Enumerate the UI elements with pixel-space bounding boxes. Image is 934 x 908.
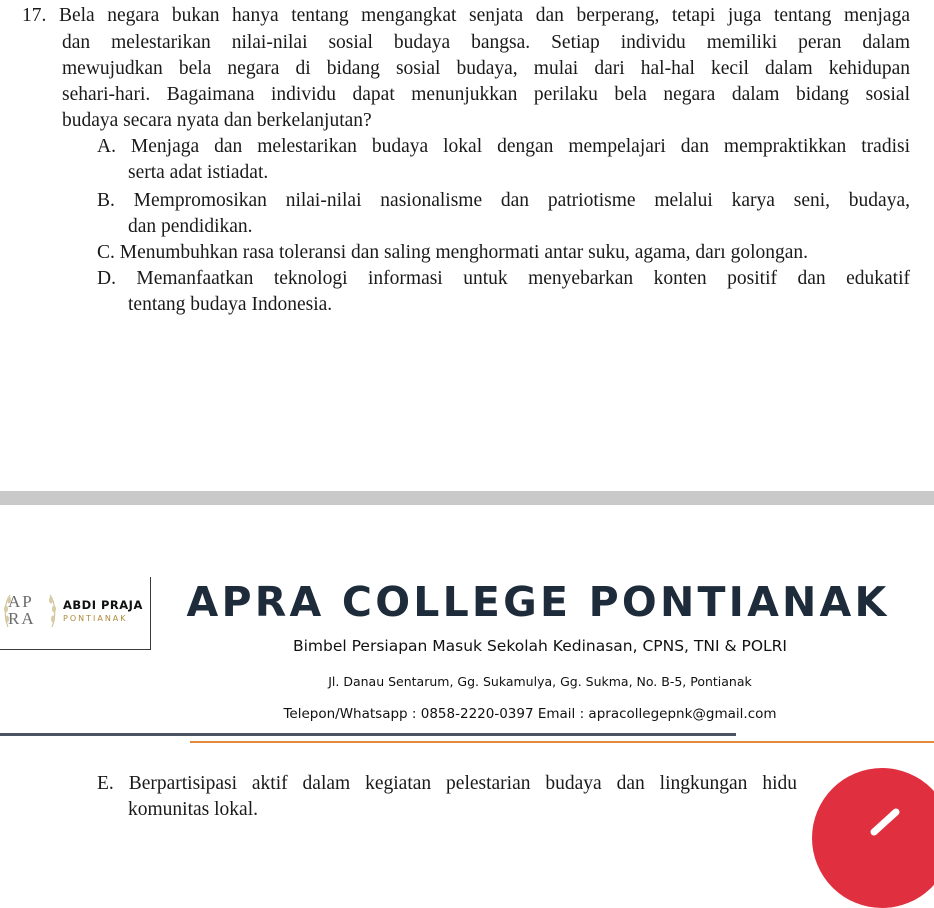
option-d-line-2: tentang budaya Indonesia.: [128, 294, 333, 315]
logo-subtitle: PONTIANAK: [63, 614, 128, 623]
question-line-2: dan melestarikan nilai-nilai sosial budaya bangsa. Setiap individu memiliki peran dalam: [62, 32, 910, 53]
logo-ap: AP: [8, 592, 34, 611]
edit-button[interactable]: [812, 768, 934, 908]
question-line-5: budaya secara nyata dan berkelanjutan?: [62, 110, 372, 131]
college-contact: Telepon/Whatsapp : 0858-2220-0397 Email : apracollegepnk@gmail.com: [283, 706, 777, 722]
option-b-line-2: dan pendidikan.: [128, 216, 253, 237]
option-a-line-1: A. Menjaga dan melestarikan budaya lokal dengan mempelajari dan mempraktikkan tradisi: [97, 136, 910, 157]
option-e-line-1: E. Berpartisipasi aktif dalam kegiatan pelestarian budaya dan lingkungan hidu: [97, 773, 797, 794]
question-line-3: mewujudkan bela negara di bidang sosial budaya, mulai dari hal-hal kecil dalam kehidupan: [62, 58, 910, 79]
option-b-line-1: B. Mempromosikan nilai-nilai nasionalisme dan patriotisme melalui karya seni, budaya,: [97, 190, 910, 211]
option-a-line-2: serta adat istiadat.: [128, 162, 269, 183]
header-rule-orange: [190, 741, 934, 743]
option-e-line-2: komunitas lokal.: [128, 799, 258, 820]
page-divider: [0, 491, 934, 505]
option-c-line-1: C. Menumbuhkan rasa toleransi dan saling menghormati antar suku, agama, darı golongan.: [97, 242, 809, 263]
pencil-icon: [870, 806, 904, 836]
college-address: Jl. Danau Sentarum, Gg. Sukamulya, Gg. Sukma, No. B-5, Pontianak: [328, 674, 752, 689]
logo-ra: RA: [8, 609, 36, 628]
question-line-4: sehari-hari. Bagaimana individu dapat menunjukkan perilaku bela negara dalam bidang sosial: [62, 84, 910, 105]
college-subtitle: Bimbel Persiapan Masuk Sekolah Kedinasan, CPNS, TNI & POLRI: [292, 637, 788, 655]
option-d-line-1: D. Memanfaatkan teknologi informasi untuk menyebarkan konten positif dan edukatif: [97, 268, 910, 289]
logo-name: ABDI PRAJA: [63, 598, 143, 612]
question-line-1: 17. Bela negara bukan hanya tentang mengangkat senjata dan berperang, tetapi juga tentang menjaga: [22, 5, 910, 26]
header-rule-dark: [0, 733, 736, 736]
college-title: APRA COLLEGE PONTIANAK: [186, 578, 890, 626]
